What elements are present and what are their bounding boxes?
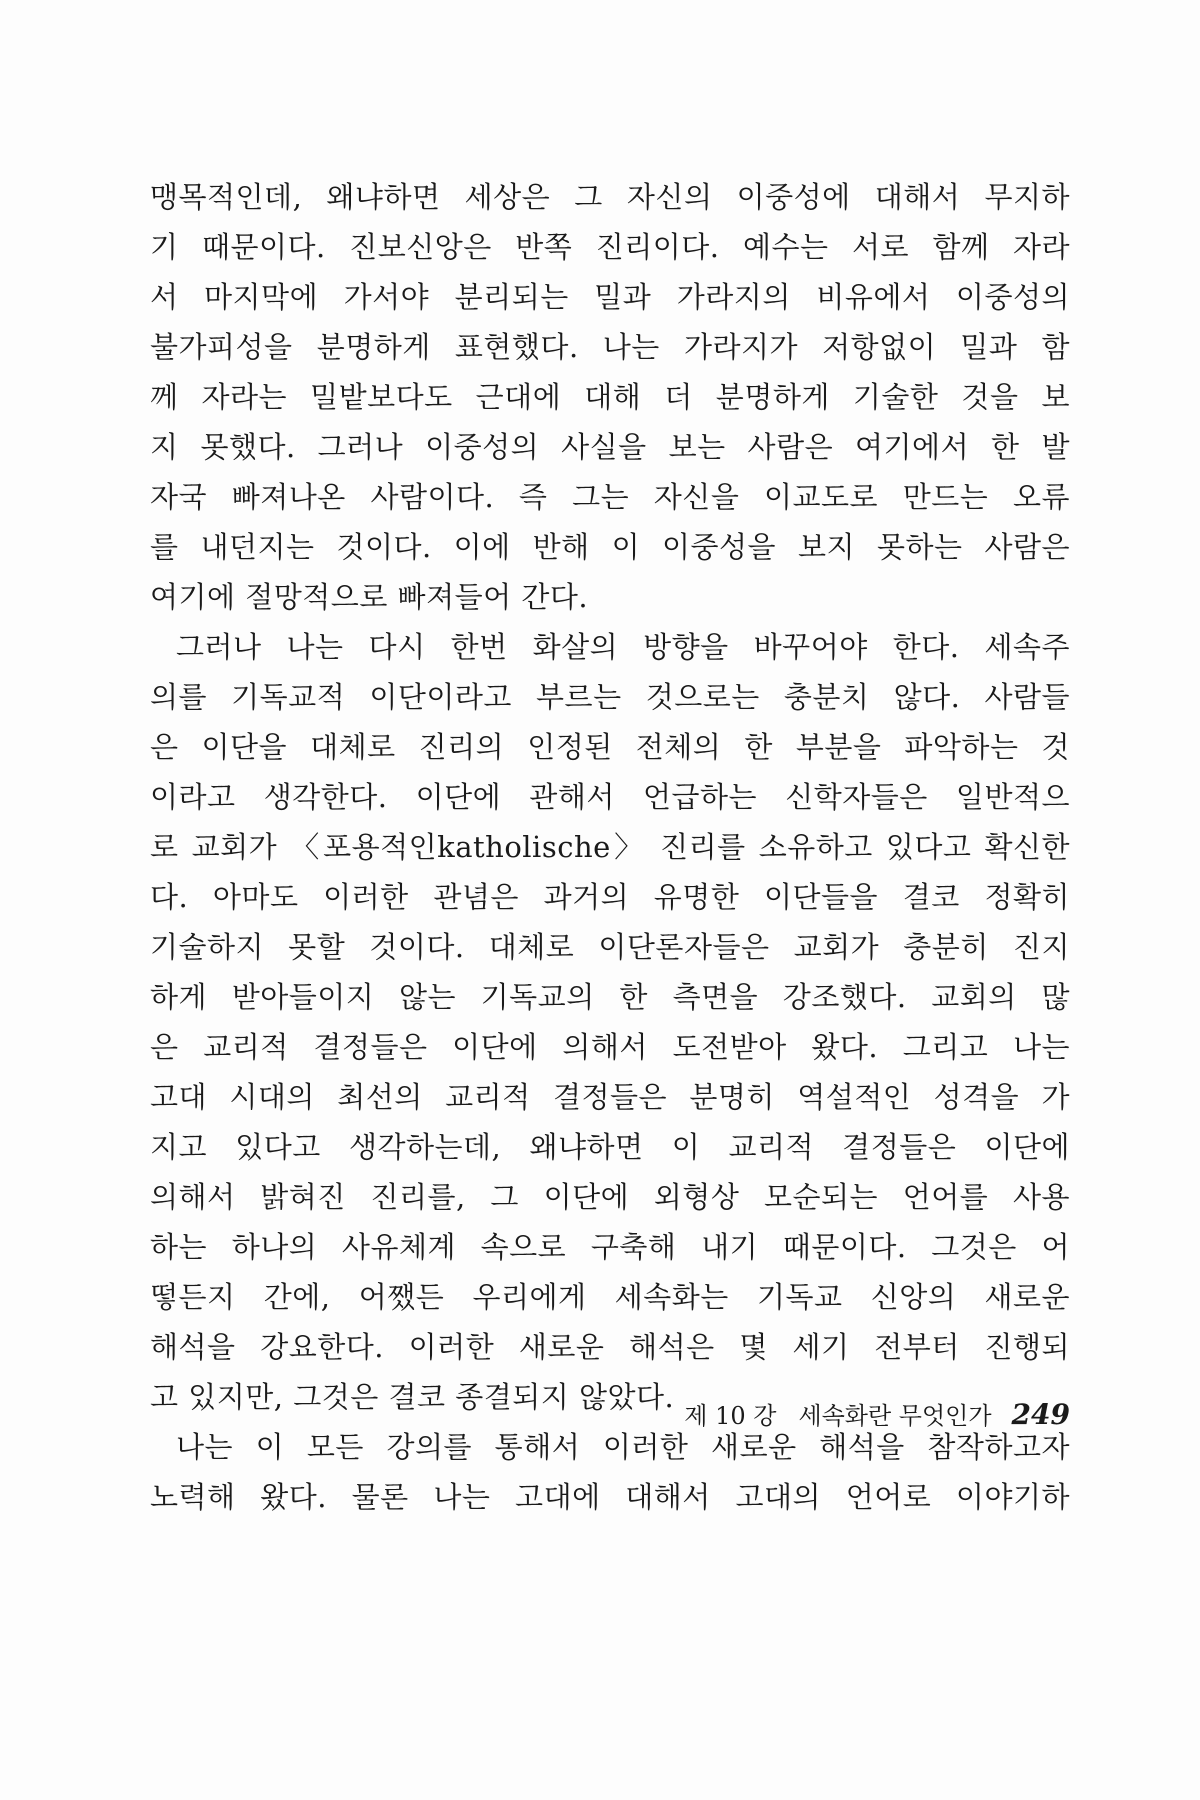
- text-line-14: 로 교회가 〈포용적인katholische〉 진리를 소유하고 있다고 확신한: [150, 830, 1070, 864]
- text-line-7: 자국 빠져나온 사람이다. 즉 그는 자신을 이교도로 만드는 오류: [150, 480, 1070, 514]
- text-line-19: 고대 시대의 최선의 교리적 결정들은 분명히 역설적인 성격을 가: [150, 1080, 1070, 1114]
- text-line-10: 그러나 나는 다시 한번 화살의 방향을 바꾸어야 한다. 세속주: [176, 630, 1070, 664]
- text-line-25: 고 있지만, 그것은 결코 종결되지 않았다.: [150, 1380, 675, 1414]
- text-line-9: 여기에 절망적으로 빠져들어 간다.: [150, 580, 589, 614]
- chapter-label: 제 10 강: [684, 1402, 777, 1430]
- text-line-8: 를 내던지는 것이다. 이에 반해 이 이중성을 보지 못하는 사람은: [150, 530, 1070, 564]
- chapter-title: 세속화란 무엇인가: [798, 1402, 992, 1430]
- text-line-15: 다. 아마도 이러한 관념은 과거의 유명한 이단들을 결코 정확히: [150, 880, 1070, 914]
- text-line-20: 지고 있다고 생각하는데, 왜냐하면 이 교리적 결정들은 이단에: [150, 1130, 1070, 1164]
- text-line-5: 께 자라는 밀밭보다도 근대에 대해 더 분명하게 기술한 것을 보: [150, 380, 1070, 414]
- text-line-26: 나는 이 모든 강의를 통해서 이러한 새로운 해석을 참작하고자: [176, 1430, 1070, 1464]
- page-number: 249: [1011, 1398, 1070, 1431]
- text-line-4: 불가피성을 분명하게 표현했다. 나는 가라지가 저항없이 밀과 함: [150, 330, 1070, 364]
- text-line-11: 의를 기독교적 이단이라고 부르는 것으로는 충분치 않다. 사람들: [150, 680, 1070, 714]
- body-text: [150, 172, 1070, 1522]
- text-line-1: 맹목적인데, 왜냐하면 세상은 그 자신의 이중성에 대해서 무지하: [150, 180, 1070, 214]
- text-line-23: 떻든지 간에, 어쨌든 우리에게 세속화는 기독교 신앙의 새로운: [150, 1280, 1070, 1314]
- text-line-6: 지 못했다. 그러나 이중성의 사실을 보는 사람은 여기에서 한 발: [150, 430, 1070, 464]
- text-line-17: 하게 받아들이지 않는 기독교의 한 측면을 강조했다. 교회의 많: [150, 980, 1070, 1014]
- text-line-22: 하는 하나의 사유체계 속으로 구축해 내기 때문이다. 그것은 어: [150, 1230, 1070, 1264]
- text-line-21: 의해서 밝혀진 진리를, 그 이단에 외형상 모순되는 언어를 사용: [150, 1180, 1070, 1214]
- text-line-24: 해석을 강요한다. 이러한 새로운 해석은 몇 세기 전부터 진행되: [150, 1330, 1070, 1364]
- text-line-27: 노력해 왔다. 물론 나는 고대에 대해서 고대의 언어로 이야기하: [150, 1480, 1070, 1514]
- text-line-2: 기 때문이다. 진보신앙은 반쪽 진리이다. 예수는 서로 함께 자라: [150, 230, 1070, 264]
- text-line-16: 기술하지 못할 것이다. 대체로 이단론자들은 교회가 충분히 진지: [150, 930, 1070, 964]
- page-footer: [150, 1395, 1070, 1435]
- text-line-13: 이라고 생각한다. 이단에 관해서 언급하는 신학자들은 일반적으: [150, 780, 1070, 814]
- text-line-12: 은 이단을 대체로 진리의 인정된 전체의 한 부분을 파악하는 것: [150, 730, 1070, 764]
- text-line-3: 서 마지막에 가서야 분리되는 밀과 가라지의 비유에서 이중성의: [150, 280, 1070, 314]
- text-line-18: 은 교리적 결정들은 이단에 의해서 도전받아 왔다. 그리고 나는: [150, 1030, 1070, 1064]
